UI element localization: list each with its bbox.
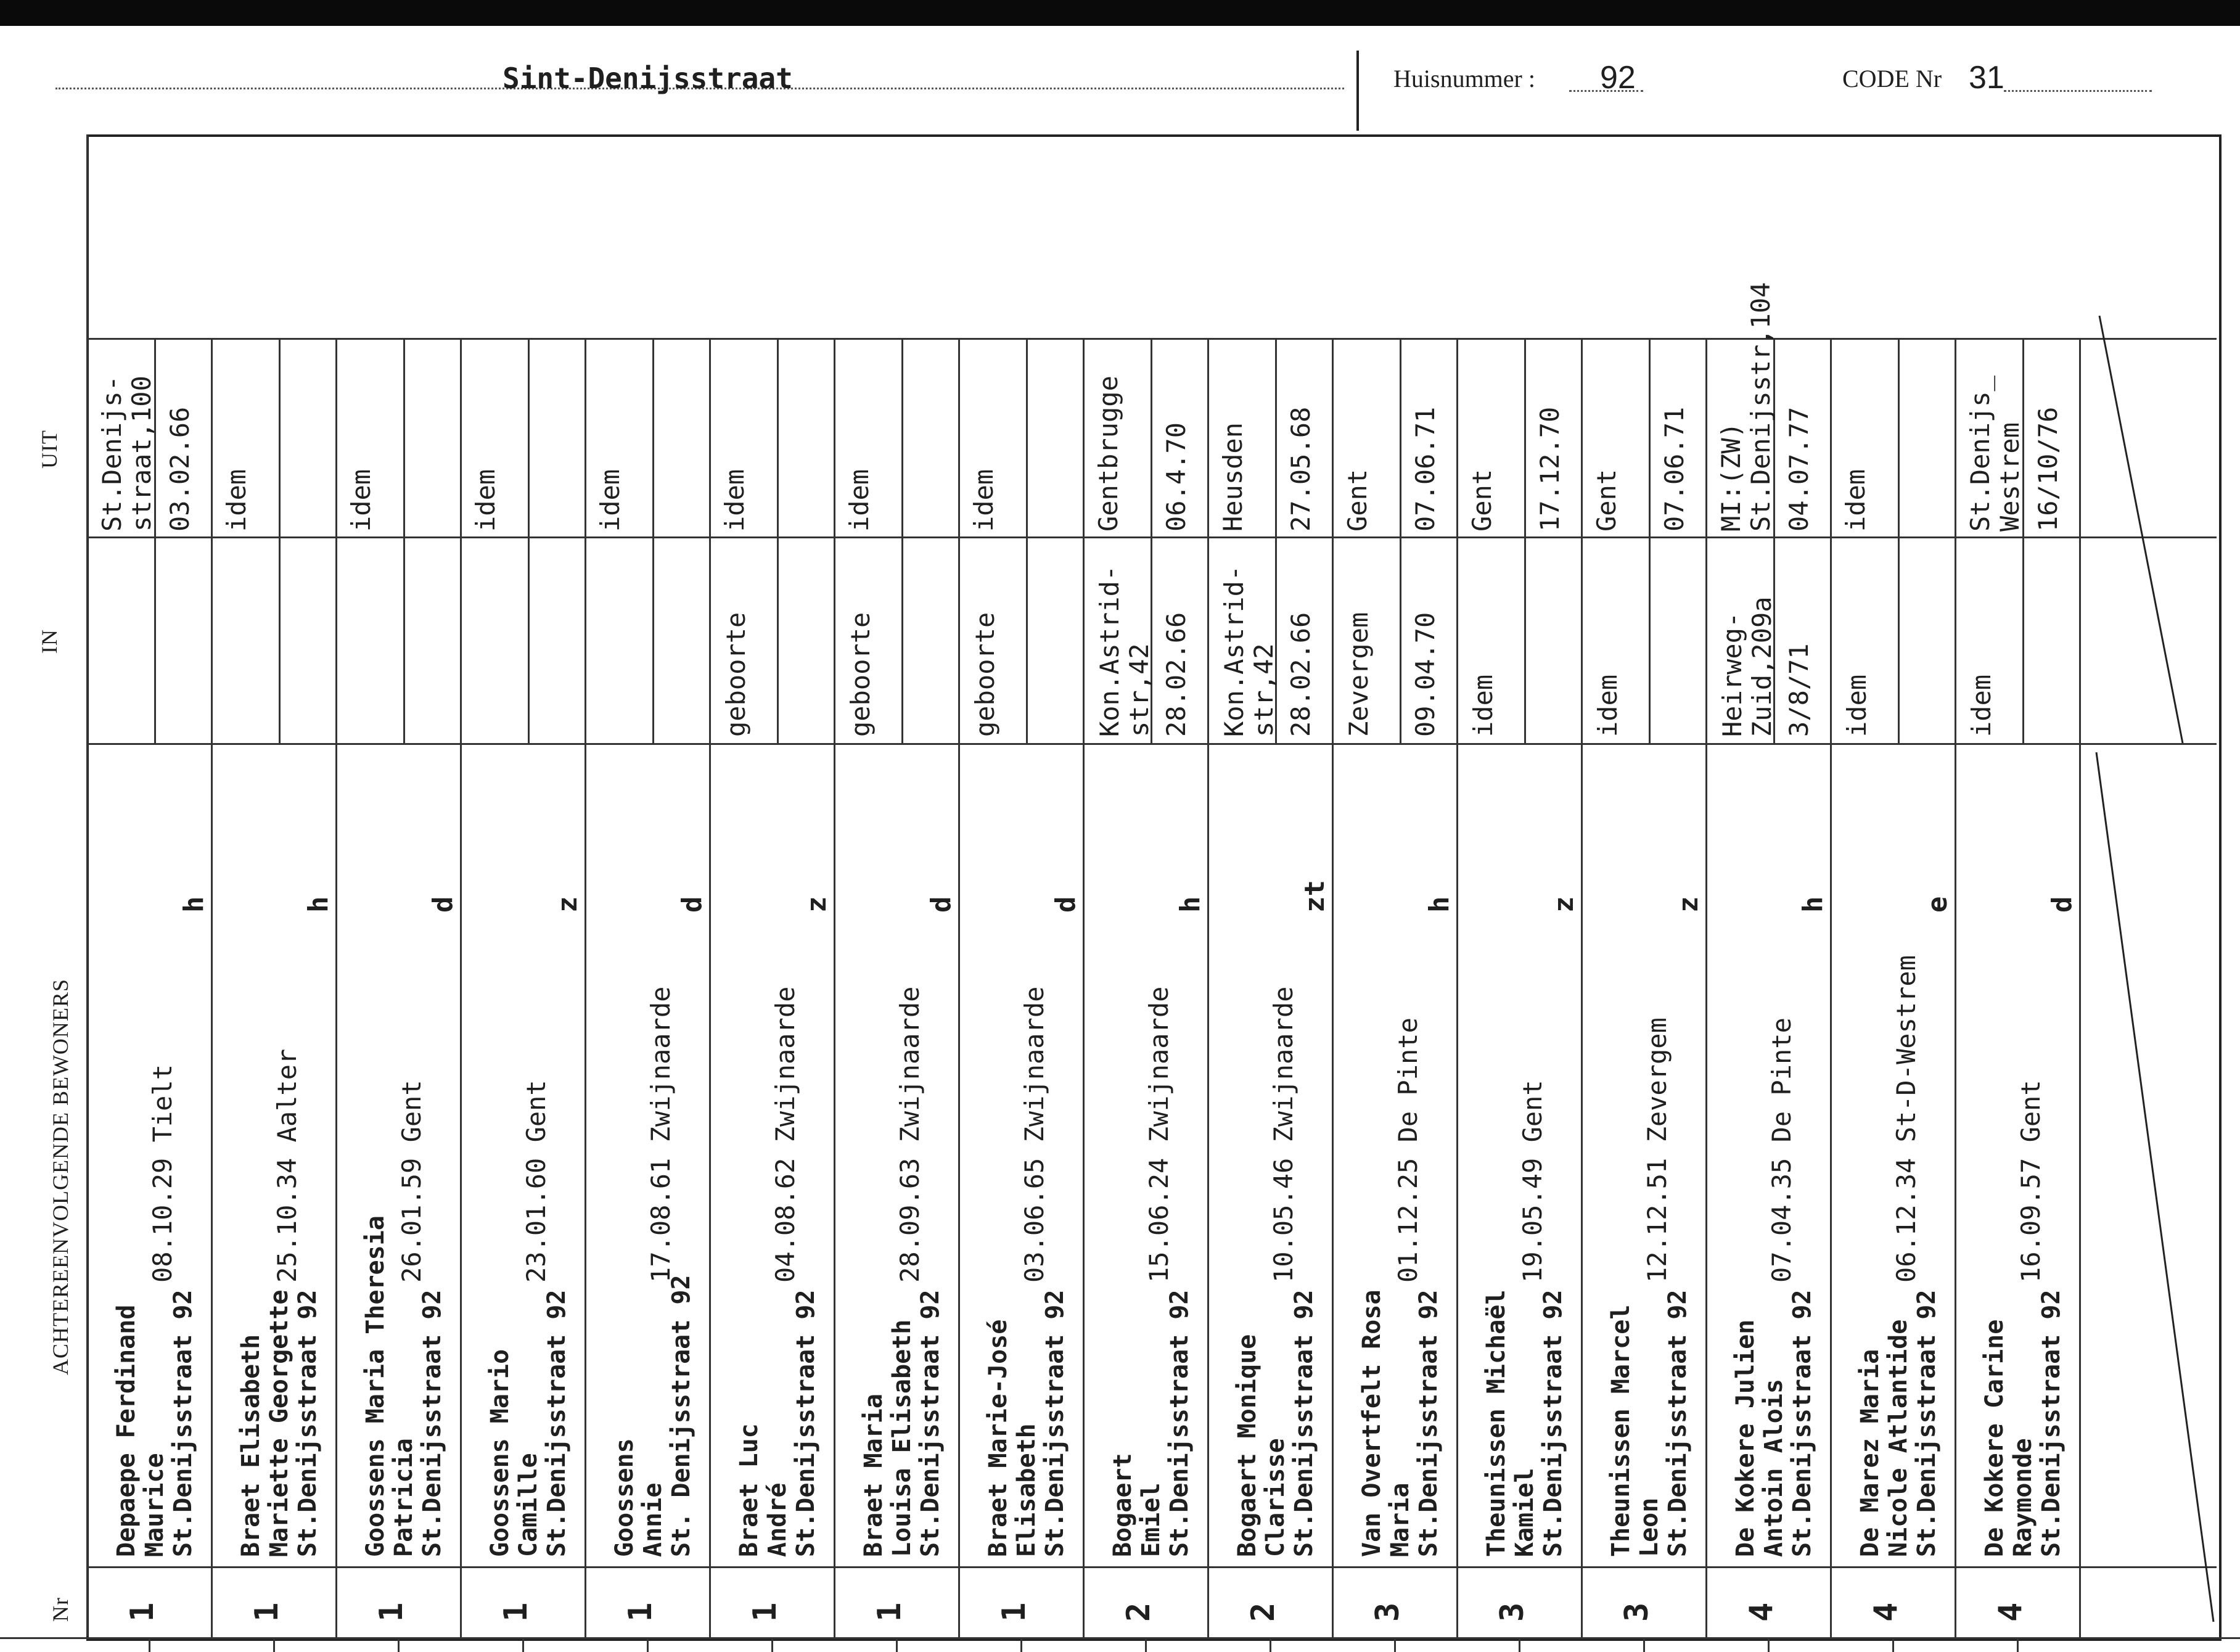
sex-marker: z <box>552 896 583 913</box>
uit-date: 04.07.77 <box>1784 406 1814 532</box>
in-date: 28.02.66 <box>1286 612 1316 737</box>
uit-date: 07.06.71 <box>1410 406 1440 532</box>
row-number: 1 <box>373 1602 410 1622</box>
in-place: geboorte <box>970 612 1000 737</box>
resident-name: Braet Elisabeth Mariette Georgette St.Denijsstraat 92 <box>237 1289 322 1557</box>
uit-place: idem <box>470 469 501 532</box>
house-number-label: Huisnummer : <box>1393 65 1535 92</box>
resident-name: Braet Maria Louisa Elisabeth St.Denijsstraat 92 <box>859 1289 945 1557</box>
uit-place: Heusden <box>1218 422 1248 532</box>
code-number: 31 <box>1969 60 2004 96</box>
row-number: 1 <box>747 1602 784 1622</box>
resident-name: Theunissen Marcel Leon St.Denijsstraat 92 <box>1607 1289 1692 1557</box>
uit-place: MI:(ZW) St.Denijsstr,104 <box>1716 282 1776 532</box>
birth-date-place: 26.01.59 Gent <box>396 1080 427 1283</box>
in-place: Kon.Astrid- str,42 <box>1219 565 1279 737</box>
birth-date-place: 23.01.60 Gent <box>521 1080 551 1283</box>
in-place: Zevergem <box>1344 612 1374 737</box>
birth-date-place: 15.06.24 Zwijnaarde <box>1144 986 1174 1283</box>
sex-marker: zt <box>1299 880 1331 913</box>
in-place: idem <box>1468 674 1498 737</box>
uit-place: idem <box>346 469 376 532</box>
uit-place: St.Denijs_ Westrem <box>1965 376 2025 532</box>
uit-place: Gent <box>1467 469 1497 532</box>
resident-name: Goossens Mario Camille St.Denijsstraat 92 <box>486 1289 571 1557</box>
sex-marker: d <box>676 896 708 913</box>
strike-line-lower <box>2096 752 2213 1622</box>
resident-name: De Marez Maria Nicole Atlantide St.Denijsstraat 92 <box>1856 1289 1941 1557</box>
in-date: 28.02.66 <box>1161 612 1191 737</box>
row-number: 1 <box>498 1602 535 1622</box>
row-number: 1 <box>124 1602 161 1622</box>
in-place: idem <box>1593 674 1623 737</box>
sex-marker: e <box>1922 896 1953 913</box>
birth-date-place: 01.12.25 De Pinte <box>1393 1017 1423 1283</box>
uit-place: idem <box>720 469 750 532</box>
sex-marker: d <box>925 896 957 913</box>
uit-date: 07.06.71 <box>1659 406 1689 532</box>
in-place: Kon.Astrid- str,42 <box>1094 565 1155 737</box>
in-place: geboorte <box>721 612 751 737</box>
resident-name: De Kokere Carine Raymonde St.Denijsstraat 92 <box>1980 1289 2066 1557</box>
strike-line-upper <box>2099 316 2183 743</box>
sex-marker: d <box>2046 896 2078 913</box>
row-number: 3 <box>1369 1602 1406 1622</box>
uit-place: idem <box>595 469 625 532</box>
sex-marker: h <box>1424 896 1455 913</box>
row-number: 2 <box>1245 1602 1282 1622</box>
row-number: 3 <box>1618 1602 1655 1622</box>
uit-place: Gent <box>1591 469 1622 532</box>
row-number: 1 <box>248 1602 285 1622</box>
row-number: 1 <box>622 1602 659 1622</box>
uit-place: St.Denijs- straat,100 <box>97 376 157 532</box>
in-place: idem <box>1842 674 1872 737</box>
uit-place: idem <box>844 469 874 532</box>
birth-date-place: 07.04.35 De Pinte <box>1766 1017 1797 1283</box>
code-label: CODE Nr <box>1842 65 1942 92</box>
resident-name: Van Overtfelt Rosa Maria St.Denijsstraat 92 <box>1358 1289 1443 1557</box>
birth-date-place: 25.10.34 Aalter <box>272 1048 302 1283</box>
sex-marker: d <box>427 896 459 913</box>
uit-place: idem <box>1840 469 1871 532</box>
sex-marker: h <box>1797 896 1829 913</box>
resident-name: Goossens Maria Theresia Patricia St.Denijsstraat 92 <box>361 1215 446 1557</box>
birth-date-place: 06.12.34 St-D-Westrem <box>1891 955 1921 1283</box>
resident-name: Braet Luc André St.Denijsstraat 92 <box>735 1289 820 1557</box>
row-number: 1 <box>996 1602 1033 1622</box>
birth-date-place: 10.05.46 Zwijnaarde <box>1268 986 1298 1283</box>
in-place: geboorte <box>845 612 876 737</box>
resident-name: Bogaert Monique Clarisse St.Denijsstraat 92 <box>1233 1289 1318 1557</box>
resident-name: De Kokere Julien Antoin Alois St.Denijsstraat 92 <box>1731 1289 1816 1557</box>
resident-name: Theunissen Michaël Kamiel St.Denijsstraat 92 <box>1482 1289 1567 1557</box>
row-number: 3 <box>1494 1602 1531 1622</box>
sex-marker: d <box>1050 896 1081 913</box>
uit-date: 16/10/76 <box>2033 406 2063 532</box>
uit-date: 17.12.70 <box>1535 406 1565 532</box>
in-date: 09.04.70 <box>1410 612 1440 737</box>
birth-date-place: 03.06.65 Zwijnaarde <box>1019 986 1049 1283</box>
resident-name: Depaepe Ferdinand Maurice St.Denijsstraat 92 <box>112 1289 197 1557</box>
uit-date: 03.02.66 <box>165 406 195 532</box>
in-place: idem <box>1966 674 1996 737</box>
uit-place: idem <box>969 469 999 532</box>
uit-place: Gent <box>1342 469 1372 532</box>
birth-date-place: 19.05.49 Gent <box>1517 1080 1548 1283</box>
sex-marker: z <box>1548 896 1580 913</box>
uit-date: 06.4.70 <box>1161 422 1191 532</box>
resident-name: Braet Marie-José Elisabeth St.Denijsstraat 92 <box>984 1289 1069 1557</box>
birth-date-place: 28.09.63 Zwijnaarde <box>895 986 925 1283</box>
row-number: 4 <box>1868 1602 1905 1622</box>
row-number: 4 <box>1743 1602 1780 1622</box>
sex-marker: h <box>1175 896 1206 913</box>
house-number: 92 <box>1600 60 1636 96</box>
in-place: Heirweg- Zuid,209a <box>1717 596 1778 737</box>
resident-name: Bogaert Emiel St.Denijsstraat 92 <box>1109 1289 1194 1557</box>
row-number: 2 <box>1120 1602 1157 1622</box>
birth-date-place: 08.10.29 Tielt <box>147 1064 178 1283</box>
birth-date-place: 16.09.57 Gent <box>2016 1080 2046 1283</box>
row-number: 1 <box>871 1602 908 1622</box>
sex-marker: h <box>303 896 334 913</box>
birth-date-place: 12.12.51 Zevergem <box>1642 1017 1672 1283</box>
sex-marker: h <box>178 896 210 913</box>
uit-place: Gentbrugge <box>1093 376 1123 532</box>
uit-place: idem <box>221 469 252 532</box>
uit-date: 27.05.68 <box>1286 406 1316 532</box>
sex-marker: z <box>1673 896 1704 913</box>
birth-date-place: 17.08.61 Zwijnaarde <box>646 986 676 1283</box>
resident-name: Goossens Annie St. Denijsstraat 92 <box>610 1275 695 1557</box>
row-number: 4 <box>1992 1602 2029 1622</box>
sex-marker: z <box>801 896 832 913</box>
in-date: 3/8/71 <box>1784 643 1814 737</box>
street-name: Sint-Denijsstraat <box>503 62 793 95</box>
birth-date-place: 04.08.62 Zwijnaarde <box>770 986 800 1283</box>
